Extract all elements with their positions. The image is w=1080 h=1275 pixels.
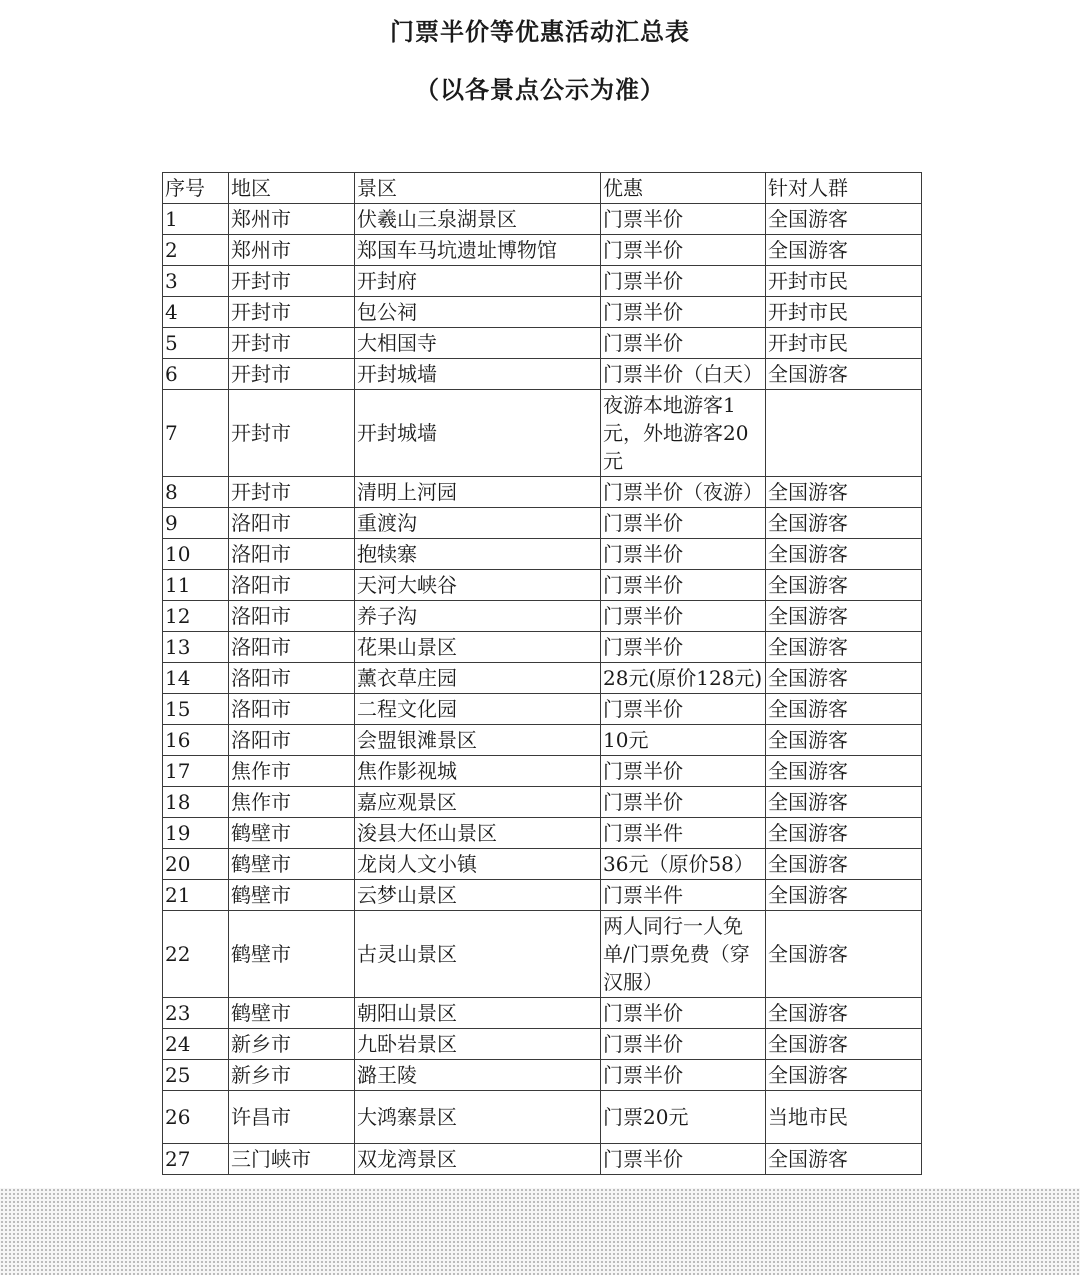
table-row bbox=[163, 1029, 922, 1060]
cell-index: 8 bbox=[163, 477, 229, 508]
cell-index: 12 bbox=[163, 601, 229, 632]
cell-index: 5 bbox=[163, 328, 229, 359]
cell-attraction: 薰衣草庄园 bbox=[355, 663, 601, 694]
table-header-row bbox=[163, 173, 922, 204]
cell-discount: 28元(原价128元) bbox=[601, 663, 766, 694]
cell-audience: 全国游客 bbox=[766, 787, 922, 818]
cell-audience: 全国游客 bbox=[766, 359, 922, 390]
table-row bbox=[163, 477, 922, 508]
cell-region: 洛阳市 bbox=[229, 694, 355, 725]
cell-audience: 当地市民 bbox=[766, 1091, 922, 1144]
cell-index: 13 bbox=[163, 632, 229, 663]
cell-region: 洛阳市 bbox=[229, 632, 355, 663]
cell-audience: 全国游客 bbox=[766, 694, 922, 725]
cell-attraction: 九卧岩景区 bbox=[355, 1029, 601, 1060]
cell-discount: 两人同行一人免单/门票免费（穿汉服） bbox=[601, 911, 766, 998]
cell-audience: 开封市民 bbox=[766, 266, 922, 297]
cell-attraction: 嘉应观景区 bbox=[355, 787, 601, 818]
cell-discount: 门票半价（夜游） bbox=[601, 477, 766, 508]
cell-index: 9 bbox=[163, 508, 229, 539]
cell-audience: 全国游客 bbox=[766, 756, 922, 787]
cell-index: 17 bbox=[163, 756, 229, 787]
cell-region: 开封市 bbox=[229, 390, 355, 477]
cell-index: 27 bbox=[163, 1144, 229, 1175]
table-row bbox=[163, 663, 922, 694]
cell-region: 新乡市 bbox=[229, 1060, 355, 1091]
cell-region: 洛阳市 bbox=[229, 539, 355, 570]
cell-index: 4 bbox=[163, 297, 229, 328]
cell-index: 11 bbox=[163, 570, 229, 601]
cell-index: 7 bbox=[163, 390, 229, 477]
cell-index: 14 bbox=[163, 663, 229, 694]
cell-discount: 门票20元 bbox=[601, 1091, 766, 1144]
cell-discount: 36元（原价58） bbox=[601, 849, 766, 880]
cell-discount: 门票半价 bbox=[601, 328, 766, 359]
cell-region: 三门峡市 bbox=[229, 1144, 355, 1175]
cell-discount: 门票半价 bbox=[601, 266, 766, 297]
cell-region: 鹤壁市 bbox=[229, 880, 355, 911]
cell-discount: 门票半价 bbox=[601, 1144, 766, 1175]
cell-attraction: 包公祠 bbox=[355, 297, 601, 328]
cell-attraction: 开封城墙 bbox=[355, 359, 601, 390]
cell-region: 开封市 bbox=[229, 328, 355, 359]
cell-discount: 门票半价 bbox=[601, 998, 766, 1029]
cell-attraction: 古灵山景区 bbox=[355, 911, 601, 998]
cell-discount: 门票半价 bbox=[601, 1029, 766, 1060]
cell-region: 洛阳市 bbox=[229, 663, 355, 694]
cell-audience: 全国游客 bbox=[766, 204, 922, 235]
cell-index: 22 bbox=[163, 911, 229, 998]
table-row bbox=[163, 849, 922, 880]
cell-discount: 门票半价 bbox=[601, 297, 766, 328]
table-row bbox=[163, 390, 922, 477]
cell-index: 26 bbox=[163, 1091, 229, 1144]
cell-index: 6 bbox=[163, 359, 229, 390]
cell-region: 焦作市 bbox=[229, 787, 355, 818]
cell-discount: 门票半件 bbox=[601, 818, 766, 849]
table-row bbox=[163, 266, 922, 297]
cell-discount: 门票半价 bbox=[601, 632, 766, 663]
table-row bbox=[163, 1091, 922, 1144]
cell-region: 开封市 bbox=[229, 266, 355, 297]
table-row bbox=[163, 787, 922, 818]
cell-region: 洛阳市 bbox=[229, 508, 355, 539]
cell-index: 16 bbox=[163, 725, 229, 756]
cell-index: 2 bbox=[163, 235, 229, 266]
cell-audience: 全国游客 bbox=[766, 998, 922, 1029]
table-row bbox=[163, 359, 922, 390]
header-cell-discount: 优惠 bbox=[601, 173, 766, 204]
table-row bbox=[163, 1144, 922, 1175]
cell-discount: 门票半价 bbox=[601, 694, 766, 725]
cell-discount: 门票半价（白天） bbox=[601, 359, 766, 390]
header-cell-region: 地区 bbox=[229, 173, 355, 204]
cell-region: 鹤壁市 bbox=[229, 998, 355, 1029]
cell-discount: 门票半价 bbox=[601, 756, 766, 787]
table-row bbox=[163, 911, 922, 998]
cell-region: 洛阳市 bbox=[229, 570, 355, 601]
table-row bbox=[163, 632, 922, 663]
cell-discount: 门票半价 bbox=[601, 204, 766, 235]
cell-attraction: 养子沟 bbox=[355, 601, 601, 632]
cell-audience: 全国游客 bbox=[766, 880, 922, 911]
cell-index: 21 bbox=[163, 880, 229, 911]
cell-attraction: 清明上河园 bbox=[355, 477, 601, 508]
cell-attraction: 浚县大伾山景区 bbox=[355, 818, 601, 849]
cell-attraction: 开封城墙 bbox=[355, 390, 601, 477]
cell-attraction: 天河大峡谷 bbox=[355, 570, 601, 601]
cell-index: 20 bbox=[163, 849, 229, 880]
discount-table bbox=[162, 172, 922, 1175]
cell-discount: 10元 bbox=[601, 725, 766, 756]
page-title: 门票半价等优惠活动汇总表 bbox=[390, 17, 690, 46]
cell-discount: 门票半价 bbox=[601, 570, 766, 601]
bottom-stipple-overlay bbox=[0, 1188, 1080, 1275]
cell-region: 郑州市 bbox=[229, 204, 355, 235]
cell-audience bbox=[766, 390, 922, 477]
table-row bbox=[163, 570, 922, 601]
cell-index: 25 bbox=[163, 1060, 229, 1091]
cell-attraction: 二程文化园 bbox=[355, 694, 601, 725]
page-subtitle: （以各景点公示为准） bbox=[415, 75, 665, 104]
cell-region: 开封市 bbox=[229, 297, 355, 328]
cell-region: 焦作市 bbox=[229, 756, 355, 787]
table-row bbox=[163, 998, 922, 1029]
cell-audience: 全国游客 bbox=[766, 1144, 922, 1175]
cell-attraction: 大鸿寨景区 bbox=[355, 1091, 601, 1144]
cell-region: 鹤壁市 bbox=[229, 849, 355, 880]
cell-discount: 门票半价 bbox=[601, 601, 766, 632]
cell-attraction: 大相国寺 bbox=[355, 328, 601, 359]
cell-region: 洛阳市 bbox=[229, 725, 355, 756]
table-row bbox=[163, 508, 922, 539]
cell-discount: 门票半价 bbox=[601, 539, 766, 570]
cell-audience: 全国游客 bbox=[766, 632, 922, 663]
table-row bbox=[163, 328, 922, 359]
cell-audience: 开封市民 bbox=[766, 328, 922, 359]
cell-index: 10 bbox=[163, 539, 229, 570]
header-cell-audience: 针对人群 bbox=[766, 173, 922, 204]
cell-audience: 全国游客 bbox=[766, 601, 922, 632]
table-row bbox=[163, 756, 922, 787]
cell-index: 19 bbox=[163, 818, 229, 849]
cell-audience: 全国游客 bbox=[766, 508, 922, 539]
cell-attraction: 开封府 bbox=[355, 266, 601, 297]
cell-region: 新乡市 bbox=[229, 1029, 355, 1060]
cell-audience: 全国游客 bbox=[766, 725, 922, 756]
table-row bbox=[163, 880, 922, 911]
table-row bbox=[163, 725, 922, 756]
cell-region: 开封市 bbox=[229, 477, 355, 508]
cell-attraction: 花果山景区 bbox=[355, 632, 601, 663]
table-row bbox=[163, 297, 922, 328]
cell-audience: 全国游客 bbox=[766, 235, 922, 266]
cell-region: 郑州市 bbox=[229, 235, 355, 266]
cell-discount: 门票半件 bbox=[601, 880, 766, 911]
cell-audience: 全国游客 bbox=[766, 1060, 922, 1091]
table-row bbox=[163, 694, 922, 725]
cell-index: 1 bbox=[163, 204, 229, 235]
cell-region: 洛阳市 bbox=[229, 601, 355, 632]
header-cell-attraction: 景区 bbox=[355, 173, 601, 204]
table-row bbox=[163, 601, 922, 632]
cell-attraction: 抱犊寨 bbox=[355, 539, 601, 570]
cell-index: 15 bbox=[163, 694, 229, 725]
table-row bbox=[163, 1060, 922, 1091]
cell-audience: 全国游客 bbox=[766, 818, 922, 849]
cell-discount: 门票半价 bbox=[601, 1060, 766, 1091]
table-row bbox=[163, 235, 922, 266]
cell-attraction: 潞王陵 bbox=[355, 1060, 601, 1091]
cell-region: 鹤壁市 bbox=[229, 818, 355, 849]
cell-audience: 全国游客 bbox=[766, 911, 922, 998]
cell-audience: 全国游客 bbox=[766, 663, 922, 694]
cell-index: 24 bbox=[163, 1029, 229, 1060]
cell-audience: 全国游客 bbox=[766, 477, 922, 508]
cell-region: 开封市 bbox=[229, 359, 355, 390]
cell-discount: 夜游本地游客1元，外地游客20元 bbox=[601, 390, 766, 477]
table-row bbox=[163, 204, 922, 235]
cell-audience: 全国游客 bbox=[766, 570, 922, 601]
cell-attraction: 龙岗人文小镇 bbox=[355, 849, 601, 880]
table-row bbox=[163, 539, 922, 570]
cell-index: 18 bbox=[163, 787, 229, 818]
cell-index: 3 bbox=[163, 266, 229, 297]
header-cell-index: 序号 bbox=[163, 173, 229, 204]
cell-attraction: 重渡沟 bbox=[355, 508, 601, 539]
cell-attraction: 云梦山景区 bbox=[355, 880, 601, 911]
cell-audience: 开封市民 bbox=[766, 297, 922, 328]
cell-audience: 全国游客 bbox=[766, 1029, 922, 1060]
cell-region: 鹤壁市 bbox=[229, 911, 355, 998]
cell-attraction: 双龙湾景区 bbox=[355, 1144, 601, 1175]
cell-audience: 全国游客 bbox=[766, 539, 922, 570]
table-row bbox=[163, 818, 922, 849]
cell-attraction: 伏羲山三泉湖景区 bbox=[355, 204, 601, 235]
cell-index: 23 bbox=[163, 998, 229, 1029]
cell-attraction: 会盟银滩景区 bbox=[355, 725, 601, 756]
cell-region: 许昌市 bbox=[229, 1091, 355, 1144]
cell-discount: 门票半价 bbox=[601, 235, 766, 266]
cell-discount: 门票半价 bbox=[601, 787, 766, 818]
cell-attraction: 郑国车马坑遗址博物馆 bbox=[355, 235, 601, 266]
cell-attraction: 朝阳山景区 bbox=[355, 998, 601, 1029]
cell-audience: 全国游客 bbox=[766, 849, 922, 880]
cell-discount: 门票半价 bbox=[601, 508, 766, 539]
cell-attraction: 焦作影视城 bbox=[355, 756, 601, 787]
